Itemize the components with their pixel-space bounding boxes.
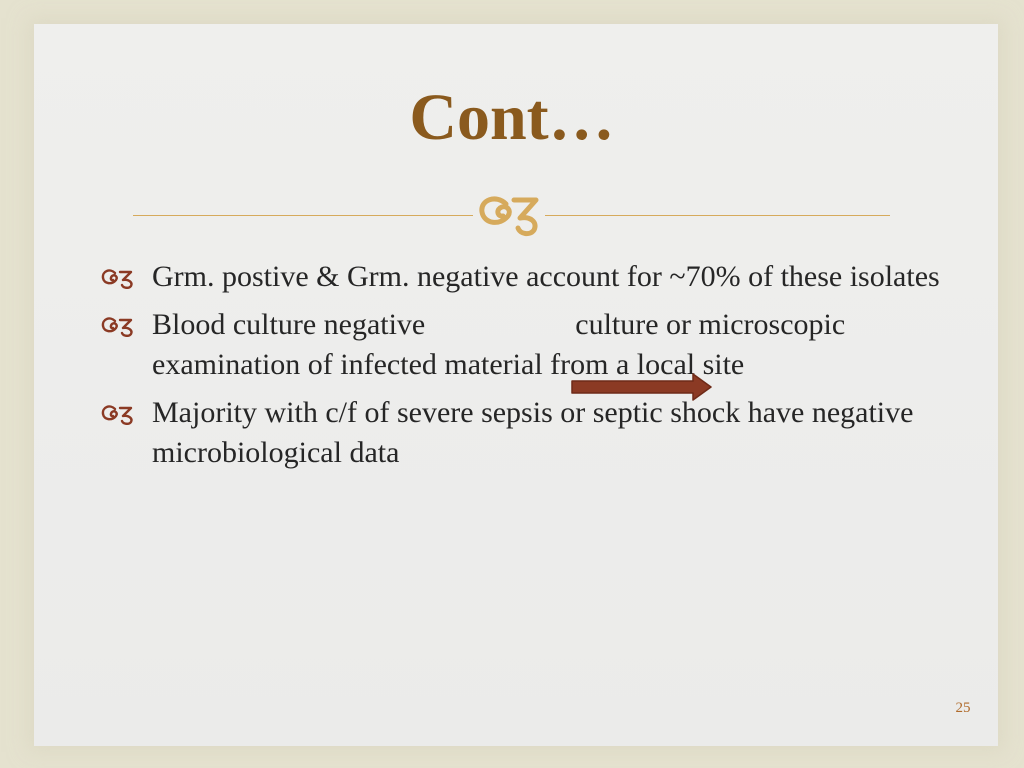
ornamental-bullet-icon: [100, 267, 136, 289]
bullet-list: [100, 257, 960, 481]
list-item: [100, 393, 960, 473]
divider-rule-left: [133, 215, 473, 216]
bullet-text-before-arrow: Blood culture negative: [152, 308, 426, 341]
list-item: [100, 257, 960, 297]
bullet-text-after-arrow: culture or microscopic examination of infected material from a local site: [152, 308, 846, 381]
ornamental-flourish-icon: [476, 190, 546, 238]
page-number: 25: [955, 700, 971, 716]
slide-title: Cont…: [409, 81, 615, 154]
ornamental-bullet-icon: [100, 403, 136, 425]
bullet-text: Grm. postive & Grm. negative account for ~70% of these isolates: [152, 260, 940, 293]
divider-rule-right: [545, 215, 890, 216]
bullet-text: Majority with c/f of severe sepsis or septic shock have negative microbiological data: [152, 396, 914, 469]
list-item: [100, 305, 960, 385]
ornamental-bullet-icon: [100, 315, 136, 337]
right-arrow-icon: [571, 373, 713, 401]
